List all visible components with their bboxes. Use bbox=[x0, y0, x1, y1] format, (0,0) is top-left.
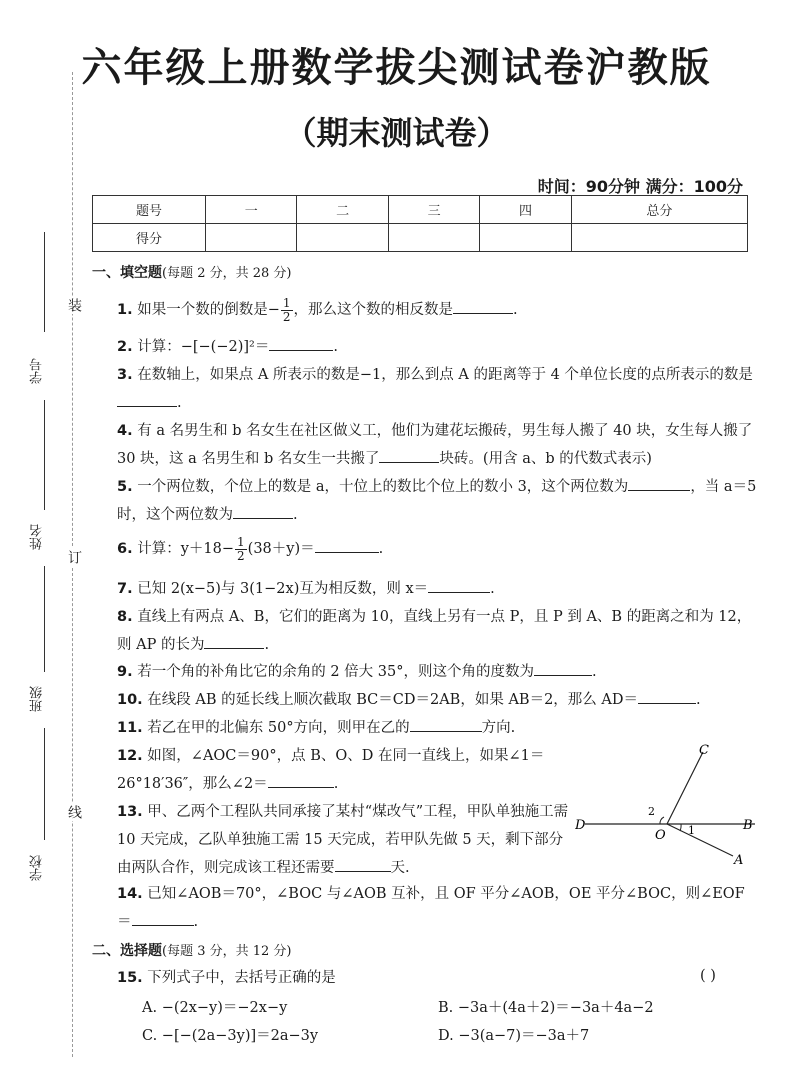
section-note: (每题 3 分，共 12 分) bbox=[162, 944, 292, 959]
question-text: 方向. bbox=[481, 720, 516, 736]
question-number: 5. bbox=[117, 479, 133, 495]
score-input-cell[interactable] bbox=[297, 224, 388, 252]
option-c[interactable]: C. −[−(2a−3y)]＝2a−3y bbox=[142, 1028, 319, 1044]
score-cell: 二 bbox=[297, 196, 388, 224]
question-text: . bbox=[513, 302, 518, 318]
question-4 bbox=[117, 417, 757, 473]
question-text: 一个两位数，个位上的数是 a，十位上的数比个位上的数小 3，这个两位数为 bbox=[137, 479, 629, 495]
label-A: A bbox=[734, 853, 744, 868]
question-number: 10. bbox=[117, 692, 143, 708]
xuehao-label: 学号 bbox=[30, 358, 45, 384]
score-input-cell[interactable] bbox=[480, 224, 571, 252]
binding-mark-xian: 线 bbox=[66, 805, 82, 819]
answer-blank[interactable] bbox=[379, 448, 439, 463]
answer-parentheses[interactable]: ( ) bbox=[700, 968, 716, 984]
question-8 bbox=[117, 603, 757, 659]
question-text: 甲、乙两个工程队共同承接了某村“煤改气”工程，甲队单独施工需 10 天完成，乙队单独施工需 15 天完成，若甲队先做 5 天，剩下部分由两队合作，则完成该工程还需要 bbox=[117, 804, 569, 876]
question-15 bbox=[117, 964, 757, 992]
banji-line[interactable] bbox=[44, 566, 45, 672]
question-text: . bbox=[591, 664, 597, 680]
xingming-label: 姓名 bbox=[30, 524, 45, 550]
question-5 bbox=[117, 473, 757, 529]
question-text: 如果一个数的倒数是− bbox=[137, 302, 280, 318]
question-text: 下列式子中，去括号正确的是 bbox=[147, 970, 336, 986]
answer-blank[interactable] bbox=[204, 634, 264, 649]
question-text: 计算：y＋18− bbox=[137, 541, 235, 557]
question-text: . bbox=[696, 692, 701, 708]
answer-blank[interactable] bbox=[269, 336, 333, 351]
question-text: 在线段 AB 的延长线上顺次截取 BC＝CD＝2AB，如果 AB＝2，那么 AD＝ bbox=[147, 692, 639, 708]
score-input-cell[interactable] bbox=[571, 224, 747, 252]
ray-OC bbox=[667, 752, 703, 824]
angle-figure bbox=[575, 738, 765, 868]
question-number: 7. bbox=[117, 581, 133, 597]
question-14 bbox=[117, 880, 757, 936]
question-text: . bbox=[177, 395, 182, 411]
binding-mark-zhuang: 装 bbox=[66, 298, 82, 312]
question-text: 在数轴上，如果点 A 所表示的数是−1，那么到点 A 的距离等于 4 个单位长度的点所表示的数是 bbox=[137, 367, 753, 383]
xingming-line[interactable] bbox=[44, 400, 45, 510]
question-12 bbox=[117, 742, 577, 798]
question-number: 4. bbox=[117, 423, 133, 439]
fraction-denominator: 2 bbox=[237, 548, 245, 563]
question-number: 12. bbox=[117, 748, 143, 764]
question-number: 1. bbox=[117, 302, 133, 318]
question-text: . bbox=[333, 776, 339, 792]
answer-blank[interactable] bbox=[335, 857, 391, 872]
xuexiao-label: 学校 bbox=[30, 855, 45, 881]
answer-blank[interactable] bbox=[638, 689, 696, 704]
answer-blank[interactable] bbox=[315, 538, 379, 553]
label-angle-2: 2 bbox=[648, 805, 655, 818]
binding-mark-ding: 订 bbox=[66, 550, 82, 564]
question-text: 已知 2(x−5)与 3(1−2x)互为相反数，则 x＝ bbox=[137, 581, 429, 597]
question-text: 直线上有两点 A、B，它们的距离为 10，直线上另有一点 P，且 P 到 A、B 的距离之和为 12，则 AP 的长为 bbox=[117, 609, 752, 653]
option-a[interactable]: A. −(2x−y)＝−2x−y bbox=[142, 1000, 288, 1016]
question-text: . bbox=[193, 914, 199, 930]
answer-blank[interactable] bbox=[268, 773, 334, 788]
question-text: . bbox=[490, 581, 495, 597]
answer-blank[interactable] bbox=[132, 911, 194, 926]
question-number: 15. bbox=[117, 970, 143, 986]
score-cell: 题号 bbox=[93, 196, 206, 224]
question-text: . bbox=[293, 507, 298, 523]
answer-blank[interactable] bbox=[628, 476, 690, 491]
section-title-text: 二、选择题 bbox=[92, 943, 162, 959]
score-cell: 总分 bbox=[571, 196, 747, 224]
question-text: (38＋y)＝ bbox=[247, 541, 315, 557]
angle-2-arc bbox=[660, 817, 664, 824]
score-cell: 得分 bbox=[93, 224, 206, 252]
question-13 bbox=[117, 798, 577, 882]
answer-blank[interactable] bbox=[428, 578, 490, 593]
question-text: 块砖。(用含 a、b 的代数式表示) bbox=[439, 451, 652, 467]
question-text: 若一个角的补角比它的余角的 2 倍大 35°，则这个角的度数为 bbox=[137, 664, 534, 680]
question-text: . bbox=[333, 339, 338, 355]
score-cell: 一 bbox=[206, 196, 297, 224]
score-table-header-row bbox=[93, 196, 748, 224]
fraction bbox=[281, 297, 293, 324]
question-number: 11. bbox=[117, 720, 143, 736]
question-6 bbox=[117, 535, 757, 563]
label-D: D bbox=[575, 818, 586, 833]
banji-label: 班级 bbox=[30, 686, 45, 712]
time-info: 时间：90分钟 满分：100分 bbox=[537, 177, 743, 196]
question-text: 有 a 名男生和 b 名女生在社区做义工，他们为建花坛搬砖，男生每人搬了 40 块，女生每人搬了 30 块，这 a 名男生和 b 名女生一共搬了 bbox=[117, 423, 753, 467]
question-text: 如图，∠AOC＝90°，点 B、O、D 在同一直线上，如果∠1＝26°18′36″，那么∠2＝ bbox=[117, 748, 545, 792]
score-table-score-row bbox=[93, 224, 748, 252]
answer-blank[interactable] bbox=[410, 717, 482, 732]
score-input-cell[interactable] bbox=[388, 224, 479, 252]
question-10 bbox=[117, 686, 757, 714]
label-B: B bbox=[743, 818, 753, 833]
question-number: 2. bbox=[117, 339, 133, 355]
question-number: 6. bbox=[117, 541, 133, 557]
label-O: O bbox=[655, 828, 666, 843]
option-b[interactable]: B. −3a＋(4a＋2)＝−3a＋4a−2 bbox=[438, 1000, 654, 1016]
question-text: 若乙在甲的北偏东 50°方向，则甲在乙的 bbox=[147, 720, 410, 736]
label-C: C bbox=[699, 743, 709, 758]
question-2 bbox=[117, 333, 757, 361]
question-9 bbox=[117, 658, 757, 686]
option-d[interactable]: D. −3(a−7)＝−3a＋7 bbox=[438, 1028, 590, 1044]
page-title: 六年级上册数学拔尖测试卷沪教版 bbox=[81, 45, 712, 91]
label-angle-1: 1 bbox=[688, 824, 695, 837]
question-number: 8. bbox=[117, 609, 133, 625]
section-title bbox=[92, 940, 292, 960]
answer-blank[interactable] bbox=[534, 661, 592, 676]
section-title-text: 一、填空题 bbox=[92, 265, 162, 281]
question-text: ，那么这个数的相反数是 bbox=[293, 302, 454, 318]
question-text: . bbox=[378, 541, 384, 557]
question-number: 9. bbox=[117, 664, 133, 680]
xuehao-line[interactable] bbox=[44, 232, 45, 332]
question-text: 已知∠AOB＝70°，∠BOC 与∠AOB 互补，且 OF 平分∠AOB，OE 平分∠BOC，则∠EOF＝ bbox=[117, 886, 745, 930]
section-title bbox=[92, 262, 292, 282]
answer-blank[interactable] bbox=[453, 299, 513, 314]
fraction bbox=[235, 536, 247, 563]
question-number: 13. bbox=[117, 804, 143, 820]
fraction-denominator: 2 bbox=[282, 309, 291, 324]
ray-OA bbox=[667, 824, 733, 856]
fraction-numerator: 1 bbox=[282, 295, 291, 310]
section-note: (每题 2 分，共 28 分) bbox=[162, 266, 292, 281]
question-text: 计算：−[−(−2)]²＝ bbox=[137, 339, 270, 355]
question-text: ，当 a＝5 时，这个两位数为 bbox=[117, 479, 757, 523]
question-text: . bbox=[264, 637, 270, 653]
question-7 bbox=[117, 575, 757, 603]
question-number: 3. bbox=[117, 367, 133, 383]
page-subtitle: （期末测试卷） bbox=[284, 114, 509, 152]
score-cell: 三 bbox=[388, 196, 479, 224]
score-cell: 四 bbox=[480, 196, 571, 224]
question-1 bbox=[117, 296, 757, 324]
answer-blank[interactable] bbox=[233, 504, 293, 519]
question-number: 14. bbox=[117, 886, 143, 902]
xuexiao-line[interactable] bbox=[44, 728, 45, 840]
fraction-numerator: 1 bbox=[237, 534, 245, 549]
answer-blank[interactable] bbox=[117, 392, 177, 407]
question-text: 天. bbox=[390, 860, 410, 876]
angle-1-arc bbox=[680, 824, 681, 831]
score-table bbox=[92, 195, 748, 252]
score-input-cell[interactable] bbox=[206, 224, 297, 252]
question-3 bbox=[117, 361, 757, 417]
